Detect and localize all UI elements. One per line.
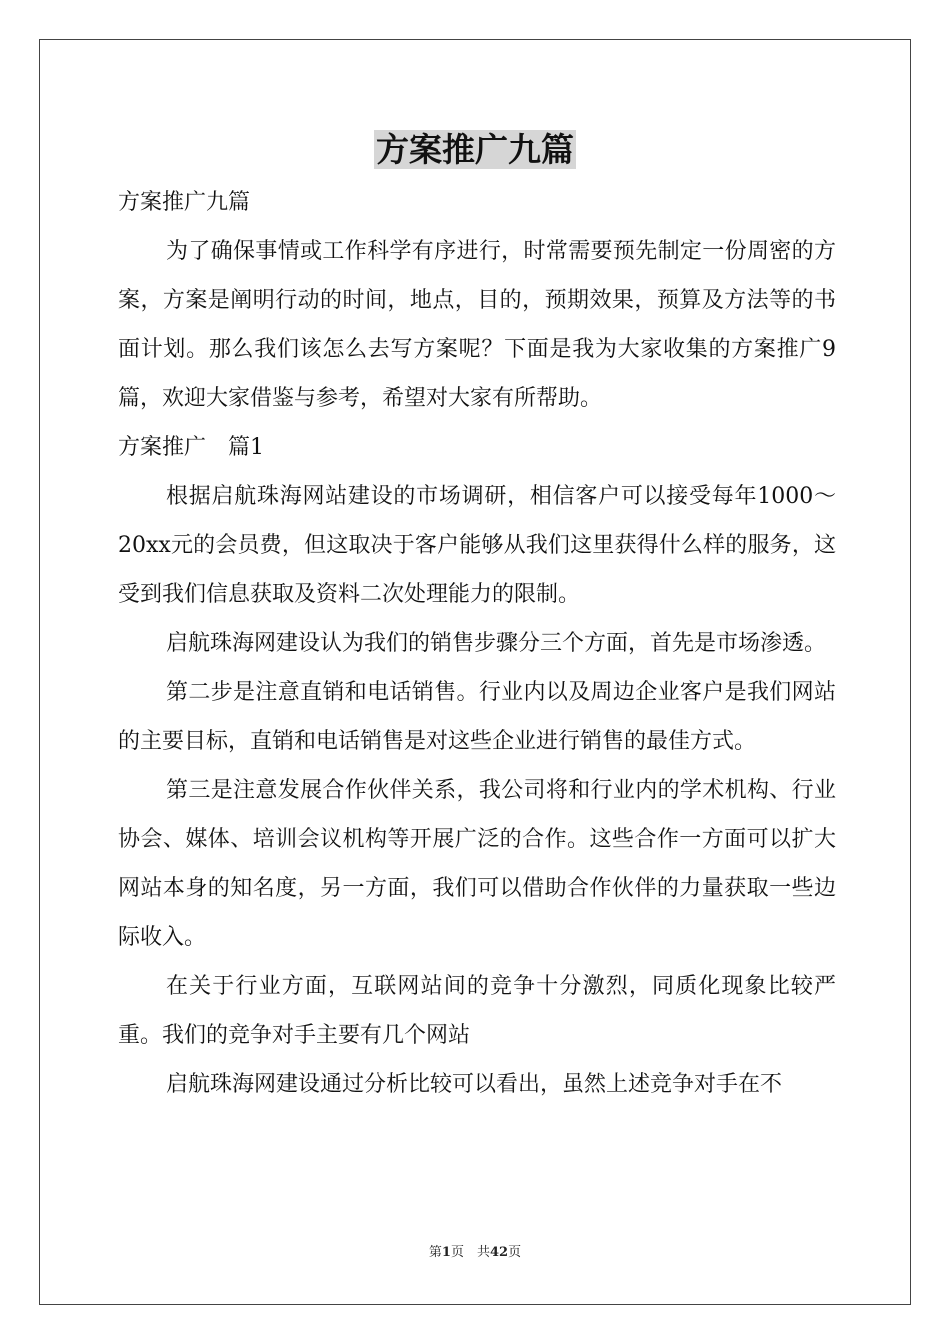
page-footer [0,1243,950,1263]
footer-page-prefix: 第 [428,1245,442,1260]
section-paragraph-3: 第二步是注意直销和电话销售。行业内以及周边企业客户是我们网站的主要目标，直销和电话销售是对这些企业进行销售的最佳方式。 [118,680,836,754]
document-subtitle: 方案推广九篇 [118,190,251,215]
document-body [118,178,836,1109]
footer-page-suffix: 页 共 [450,1245,490,1260]
footer-total-suffix: 页 [508,1245,522,1260]
footer-total-pages: 42 [489,1245,509,1260]
footer-page-number: 1 [441,1245,451,1260]
section-paragraph-2: 启航珠海网建设认为我们的销售步骤分三个方面，首先是市场渗透。 [166,631,827,656]
intro-paragraph: 为了确保事情或工作科学有序进行，时常需要预先制定一份周密的方案，方案是阐明行动的时间，地点，目的，预期效果，预算及方法等的书面计划。那么我们该怎么去写方案呢？下面是我为大家收集的方案推广9篇，欢迎大家借鉴与参考，希望对大家有所帮助。 [118,239,836,411]
section-paragraph-6: 启航珠海网建设通过分析比较可以看出，虽然上述竞争对手在不 [166,1072,783,1097]
section-heading: 方案推广 篇1 [118,435,264,460]
section-paragraph-4: 第三是注意发展合作伙伴关系，我公司将和行业内的学术机构、行业协会、媒体、培训会议机构等开展广泛的合作。这些合作一方面可以扩大网站本身的知名度，另一方面，我们可以借助合作伙伴的力量获取一些边际收入。 [118,778,836,950]
section-paragraph-5: 在关于行业方面，互联网站间的竞争十分激烈，同质化现象比较严重。我们的竞争对手主要有几个网站 [118,974,836,1048]
section-paragraph-1: 根据启航珠海网站建设的市场调研，相信客户可以接受每年1000～20xx元的会员费，但这取决于客户能够从我们这里获得什么样的服务，这受到我们信息获取及资料二次处理能力的限制。 [118,484,836,607]
document-title [0,128,950,172]
document-title-text: 方案推广九篇 [376,130,574,169]
